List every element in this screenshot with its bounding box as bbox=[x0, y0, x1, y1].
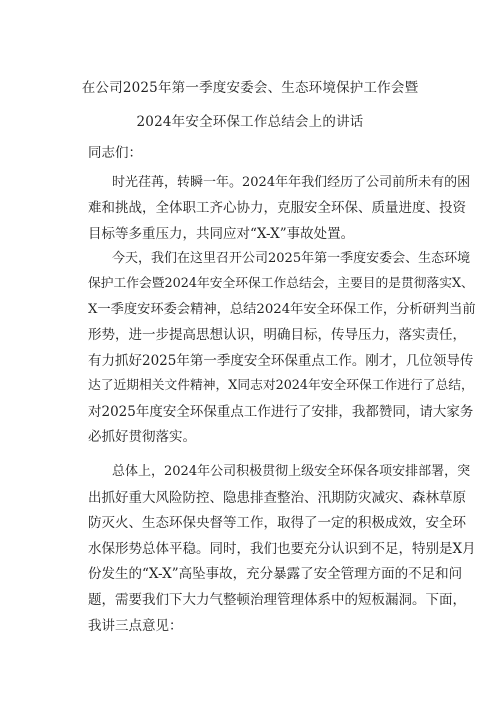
speech-title-line-2: 2024年安全环保工作总结会上的讲话 bbox=[136, 114, 364, 130]
paragraph-2-line: 保护工作会暨2024年安全环保工作总结会，主要目的是贯彻落实X、 bbox=[88, 276, 474, 291]
paragraph-3-line: 题，需要我们下大力气整顿治理管理体系中的短板漏洞。下面， bbox=[88, 592, 466, 608]
paragraph-1-line: 时光荏苒，转瞬一年。2024年年我们经历了公司前所未有的困 bbox=[112, 175, 471, 190]
paragraph-3-line: 总体上，2024年公司积极贯彻上级安全环保各项安排部署，突 bbox=[112, 464, 471, 479]
paragraph-3-line: 我讲三点意见： bbox=[88, 618, 183, 634]
paragraph-3-line: 出抓好重大风险防控、隐患排查整治、汛期防灾减灾、森林草原 bbox=[88, 490, 466, 506]
paragraph-1-line: 难和挑战，全体职工齐心协力，克服安全环保、质量进度、投资 bbox=[88, 200, 466, 216]
paragraph-2-line: 对2025年度安全环保重点工作进行了安排，我都赞同，请大家务 bbox=[88, 404, 474, 420]
speech-title-line-1: 在公司2025年第一季度安委会、生态环境保护工作会暨 bbox=[81, 80, 419, 96]
paragraph-3-line: 水保形势总体平稳。同时，我们也要充分认识到不足，特别是X月 bbox=[88, 541, 476, 557]
paragraph-2-line: 今天，我们在这里召开公司2025年第一季度安委会、生态环境 bbox=[112, 251, 471, 266]
paragraph-2-line: X一季度安环委会精神，总结2024年安全环保工作，分析研判当前 bbox=[88, 302, 476, 317]
paragraph-2-line: 必抓好贯彻落实。 bbox=[88, 429, 196, 445]
paragraph-2-line: 形势，进一步提高思想认识，明确目标，传导压力，落实责任， bbox=[88, 327, 466, 343]
paragraph-3-line: 份发生的“X-X”高坠事故，充分暴露了安全管理方面的不足和问 bbox=[88, 566, 463, 582]
paragraph-3-line: 防灭火、生态环保央督等工作，取得了一定的积极成效，安全环 bbox=[88, 515, 466, 531]
salutation: 同志们： bbox=[88, 145, 142, 161]
paragraph-2-line: 达了近期相关文件精神，X同志对2024年安全环保工作进行了总结， bbox=[88, 378, 474, 393]
paragraph-1-line: 目标等多重压力，共同应对“X-X”事故处置。 bbox=[88, 226, 355, 242]
paragraph-2-line: 有力抓好2025年第一季度安全环保重点工作。刚才，几位领导传 bbox=[88, 353, 474, 369]
